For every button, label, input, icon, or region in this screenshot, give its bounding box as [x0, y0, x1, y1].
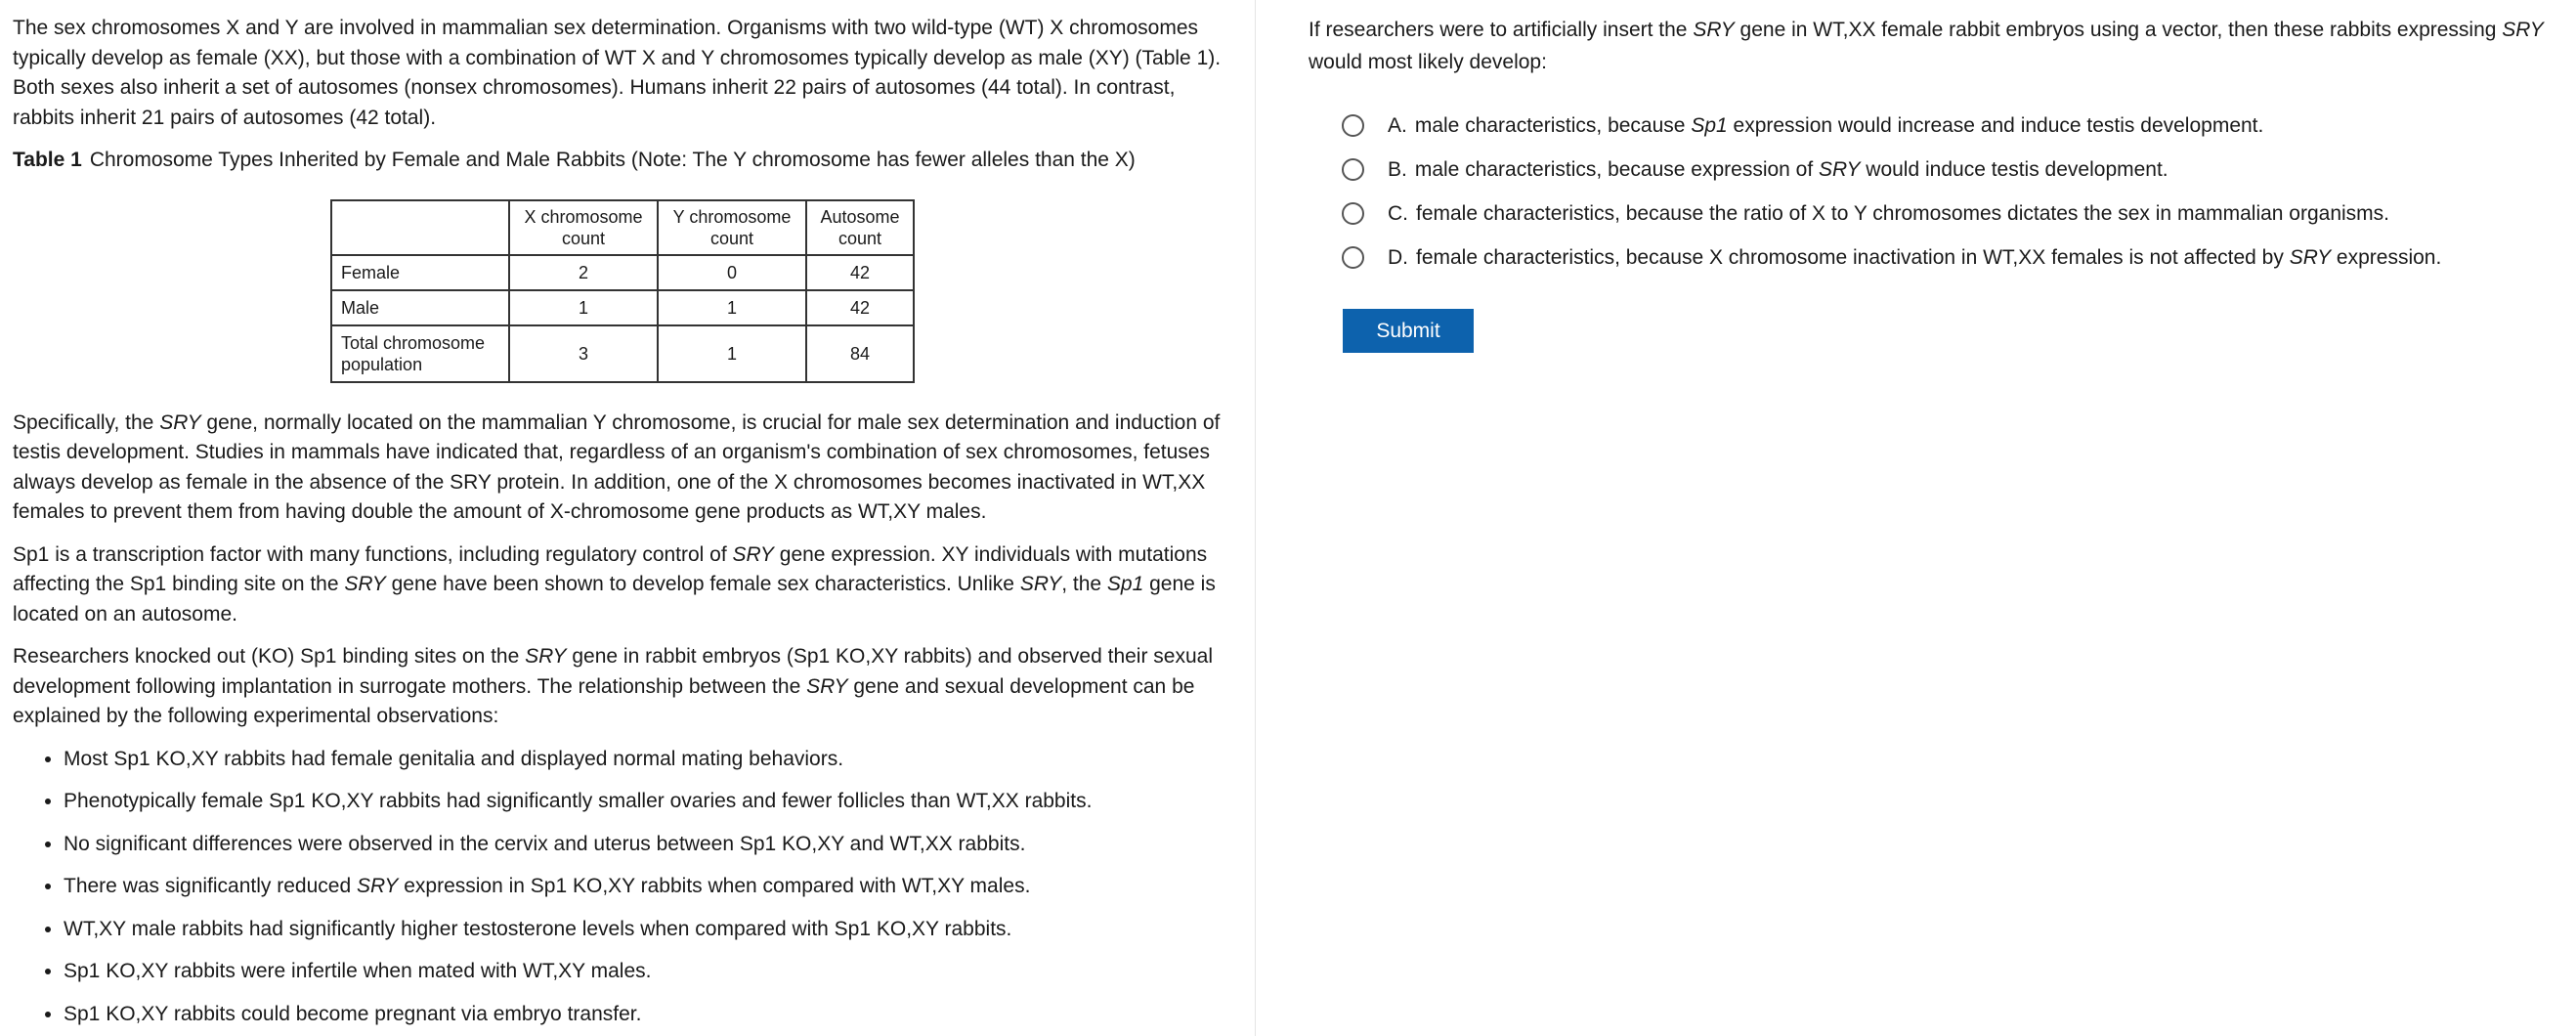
text-run: expression would increase and induce testis development.: [1727, 114, 2264, 137]
passage-paragraph-3: [13, 540, 1235, 630]
text-run: Specifically, the: [13, 410, 160, 434]
gene-name: SRY: [1019, 573, 1062, 595]
radio-button[interactable]: [1342, 202, 1364, 225]
table-row: [331, 290, 914, 325]
radio-button[interactable]: [1342, 246, 1364, 269]
option-letter: D.: [1388, 246, 1408, 269]
passage-paragraph-2: [13, 409, 1235, 528]
text-run: would induce testis development.: [1860, 158, 2168, 181]
text-run: If researchers were to artificially insert the: [1309, 19, 1694, 41]
radio-button[interactable]: [1342, 158, 1364, 181]
table-caption-text: Chromosome Types Inherited by Female and Male Rabbits (Note: The Y chromosome has fewer alleles than the X): [89, 149, 1136, 171]
gene-name: SRY: [1819, 158, 1861, 181]
table-cell: 0: [658, 255, 806, 290]
text-run: male characteristics, because expression of: [1414, 158, 1820, 181]
table-header-cell: [331, 200, 509, 255]
table-row: [331, 325, 914, 382]
option-letter: C.: [1388, 202, 1408, 225]
gene-name: SRY: [159, 410, 201, 434]
table-header-cell: X chromosome count: [509, 200, 658, 255]
option-letter: B.: [1388, 158, 1407, 181]
table-row-label: Male: [331, 290, 509, 325]
text-run: gene is located on an autosome.: [13, 573, 1216, 626]
text-run: gene in rabbit embryos (Sp1 KO,XY rabbits) and observed their sexual development following implantation in surrogate mothers. The relationship between the: [13, 645, 1214, 698]
passage-paragraph-4: [13, 642, 1235, 732]
text-run: expression in Sp1 KO,XY rabbits when compared with WT,XY males.: [398, 875, 1031, 898]
table-cell: 42: [806, 290, 914, 325]
question-panel: [1256, 0, 2576, 1036]
text-run: would most likely develop:: [1309, 51, 1547, 73]
gene-name: SRY: [525, 645, 567, 668]
text-run: female characteristics, because X chromosome inactivation in WT,XX females is not affected by: [1416, 246, 2290, 269]
text-run: Sp1 is a transcription factor with many functions, including regulatory control of: [13, 542, 733, 566]
table-header-row: [331, 200, 914, 255]
list-item: • No significant differences were observed in the cervix and uterus between Sp1 KO,XY and WT,XX rabbits.: [64, 830, 1235, 859]
table-row-label: Female: [331, 255, 509, 290]
table-cell: 1: [509, 290, 658, 325]
table-caption: [13, 146, 1235, 176]
list-item: • Most Sp1 KO,XY rabbits had female genitalia and displayed normal mating behaviors.: [64, 745, 1235, 774]
option-c[interactable]: [1342, 192, 2556, 236]
gene-name: Sp1: [1691, 114, 1728, 137]
text-run: gene have been shown to develop female sex characteristics. Unlike: [385, 573, 1020, 595]
list-item: • Phenotypically female Sp1 KO,XY rabbits had significantly smaller ovaries and fewer follicles than WT,XX rabbits.: [64, 787, 1235, 816]
option-b[interactable]: [1342, 148, 2556, 192]
table-row-label: Total chromosome population: [331, 325, 509, 382]
text-run: gene expression. XY individuals with mutations affecting the Sp1 binding site on the: [13, 542, 1208, 595]
gene-name: Sp1: [1106, 573, 1144, 595]
table-cell: 2: [509, 255, 658, 290]
option-text: [1415, 153, 2168, 186]
gene-name: SRY: [344, 573, 386, 595]
text-run: There was significantly reduced: [64, 875, 357, 898]
option-a[interactable]: [1342, 104, 2556, 148]
radio-button[interactable]: [1342, 114, 1364, 137]
passage-paragraph-1: The sex chromosomes X and Y are involved in mammalian sex determination. Organisms with two wild-type (WT) X chromosomes typically develop as female (XX), but those with a combination of WT X and Y chromosomes typically develop as male (XY) (Table 1). Both sexes also inherit a set of autosomes (nonsex chromosomes). Humans inherit 22 pairs of autosomes (44 total). In contrast, rabbits inherit 21 pairs of autosomes (42 total).: [13, 17, 1222, 129]
list-item: • Sp1 KO,XY rabbits could become pregnant via embryo transfer.: [64, 1000, 1235, 1029]
answer-options: [1309, 104, 2556, 280]
option-text: female characteristics, because the ratio of X to Y chromosomes dictates the sex in mammalian organisms.: [1416, 202, 2390, 225]
table-row: [331, 255, 914, 290]
text-run: gene in WT,XX female rabbit embryos using a vector, then these rabbits expressing: [1734, 19, 2503, 41]
gene-name: SRY: [2289, 246, 2332, 269]
observation-list: [13, 745, 1235, 1030]
list-item: • WT,XY male rabbits had significantly higher testosterone levels when compared with Sp1 KO,XY rabbits.: [64, 915, 1235, 944]
table-cell: 42: [806, 255, 914, 290]
chromosome-table: [330, 199, 915, 383]
gene-name: SRY: [806, 674, 848, 698]
gene-name: SRY: [1693, 19, 1735, 41]
option-d[interactable]: [1342, 236, 2556, 280]
gene-name: SRY: [732, 542, 774, 566]
text-run: male characteristics, because: [1414, 114, 1692, 137]
table-header-cell: Autosome count: [806, 200, 914, 255]
gene-name: SRY: [2502, 19, 2544, 41]
text-run: gene and sexual development can be explained by the following experimental observations:: [13, 674, 1195, 727]
option-text: [1415, 109, 2264, 142]
table-header-cell: Y chromosome count: [658, 200, 806, 255]
table-cell: 1: [658, 325, 806, 382]
list-item: [64, 872, 1235, 901]
gene-name: SRY: [356, 875, 399, 898]
text-run: Researchers knocked out (KO) Sp1 binding sites on the: [13, 645, 526, 668]
table-cell: 3: [509, 325, 658, 382]
text-run: , the: [1061, 573, 1107, 595]
text-run: gene, normally located on the mammalian Y chromosome, is crucial for male sex determination and induction of testis development. Studies in mammals have indicated that, regardless of an organism's combination of sex chromosomes, fetuses always develop as female in the absence of the SRY protein. In addition, one of the X chromosomes becomes inactivated in WT,XX females to prevent them from having double the amount of X-chromosome gene products as WT,XY males.: [13, 410, 1221, 523]
table-cell: 1: [658, 290, 806, 325]
passage-panel: [0, 0, 1256, 1036]
option-text: [1416, 241, 2441, 274]
submit-button[interactable]: Submit: [1343, 309, 1474, 353]
table-label: Table 1: [13, 149, 82, 171]
text-run: expression.: [2331, 246, 2442, 269]
option-letter: A.: [1388, 114, 1407, 137]
table-cell: 84: [806, 325, 914, 382]
question-stem: [1309, 14, 2556, 78]
list-item: • Sp1 KO,XY rabbits were infertile when mated with WT,XY males.: [64, 957, 1235, 986]
